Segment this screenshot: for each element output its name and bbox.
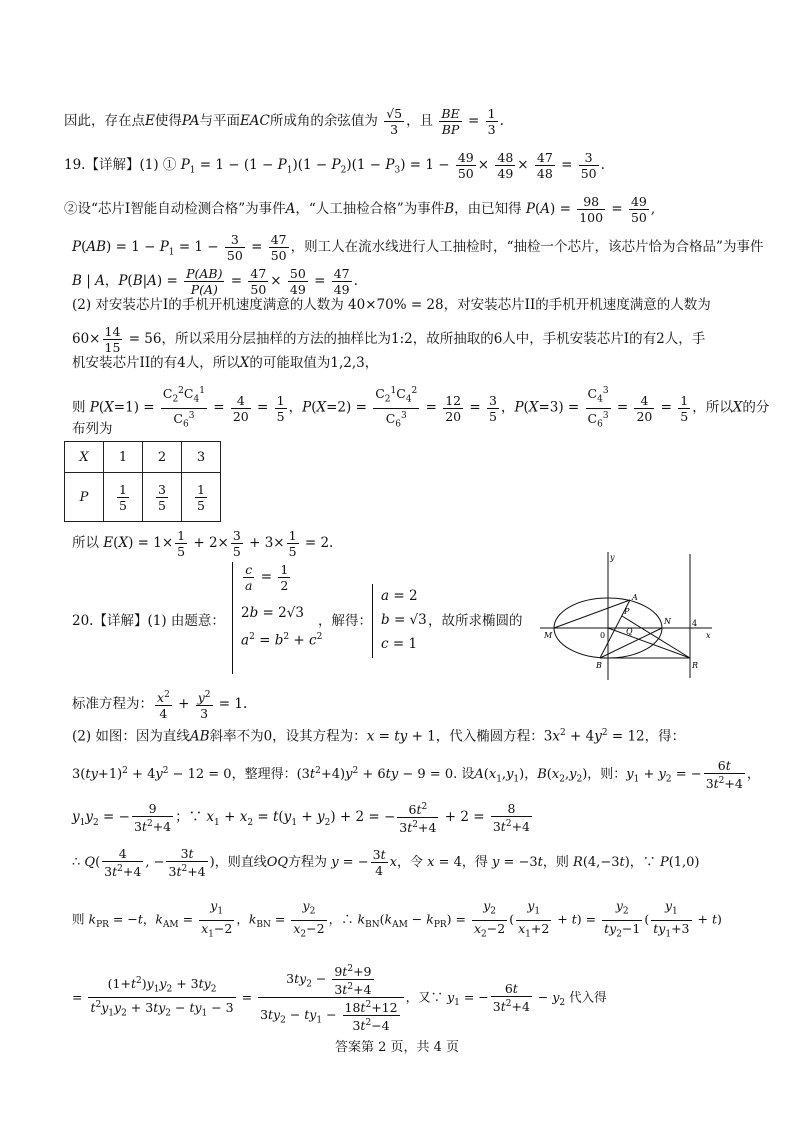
distribution-table bbox=[64, 441, 221, 522]
q20-part2-line3: $y_1y_2$ = − $\frac{9}{3t^2+4}$ ；∵ $x_1 + x_2 = t(y_1 + y_2) + 2$ = − $\frac{6t^2}{3t^2+4}$ + 2 = $\frac{8}{3t^2+4}$ bbox=[72, 801, 530, 836]
y-axis-label: y bbox=[610, 553, 615, 562]
equation: c = 1 bbox=[381, 636, 418, 652]
equation: b = √3 bbox=[381, 612, 427, 628]
equation: a = 2 bbox=[381, 588, 418, 604]
origin-label: 0 bbox=[600, 631, 606, 640]
point-p-label: P bbox=[624, 607, 630, 616]
equation: $a^2 = b^2 + c^2$ bbox=[241, 632, 323, 649]
table-row bbox=[65, 442, 221, 473]
point-n-label: N bbox=[664, 617, 671, 626]
q20-part2-line5: 则 $k_{PR} = -t$，$k_{AM}$ = $\frac{y_1}{x_1-2}$ ，$k_{BN}$ = $\frac{y_2}{x_2-2}$ ，∴ $k_{BN}(k_{AM} - k_{PR})$ = $\frac{y_2}{x_2-2}$ ( $\frac{y_1}{x_1+2}$ + t) = $\frac{y_2}{ty_2-1}$ ( $\frac{y_1}{ty_1+3}$ + t) bbox=[72, 898, 722, 939]
q19-part2-line3: 机安装芯片II的有4人，所以X的可能取值为1,2,3， bbox=[72, 355, 379, 371]
table-cell: $\frac{3}{5}$ bbox=[143, 473, 182, 522]
point-a-label: A bbox=[632, 593, 638, 602]
table-header-cell: 3 bbox=[182, 442, 221, 473]
point-r-label: R bbox=[692, 661, 699, 670]
table-cell: P bbox=[65, 473, 104, 522]
table-cell: $\frac{1}{5}$ bbox=[182, 473, 221, 522]
q20-part2-line2: $3(ty+1)^2 + 4y^2 - 12 = 0$，整理得：$(3t^2+4)y^2 + 6ty - 9 = 0$. 设$A(x_1,y_1)$，$B(x_2,y_2)$，则：$y_1 + y_2$ = − $\frac{6t}{3t^2+4}$ ， bbox=[72, 758, 760, 792]
point-q-label: Q bbox=[626, 627, 633, 636]
q20-part2-line1: (2) 如图：因为直线AB斜率不为0，设其方程为：x = ty + 1，代入椭圆方程：$3x^2 + 4y^2 = 12$，得： bbox=[72, 728, 686, 745]
line-ma bbox=[554, 600, 630, 628]
q19-part2-line1: (2) 对安装芯片I的手机开机速度满意的人数为 40×70% = 28，对安装芯片II的手机开机速度满意的人数为 bbox=[72, 297, 711, 313]
page-footer: 答案第 2 页，共 4 页 bbox=[334, 1040, 460, 1055]
q20-ellipse-word: ，故所求椭圆的 bbox=[428, 613, 523, 629]
ellipse-figure bbox=[540, 548, 720, 680]
point-m-label: M bbox=[544, 631, 553, 640]
q19-part2-line2: 60× $\frac{14}{15}$ = 56，所以采用分层抽样的方法的抽样比为1:2，故所抽取的6人中，手机安装芯片I的有2人，手 bbox=[72, 324, 706, 355]
q20-intro: 20.【详解】(1) 由题意： bbox=[72, 613, 225, 629]
equation-system-solution bbox=[372, 584, 427, 658]
q20-ellipse-equation: 标准方程为： $\frac{x^2}{4}$ + $\frac{y^2}{3}$ = 1. bbox=[72, 690, 248, 722]
q19-pab-line: $P(AB) = 1 - P_1 = 1$ − $\frac{3}{50}$ = $\frac{47}{50}$ ，则工人在流水线进行人工抽检时，“抽检一个芯片，该芯片恰为合格品”为事件 bbox=[72, 232, 764, 263]
q19-part1-formula: 19.【详解】(1) ① $P_1 = 1 - (1 - P_1)(1 - P_2)(1 - P_3) = 1$ − $\frac{49}{50}$ × $\frac{48}{49}$ × $\frac{47}{48}$ = $\frac{3}{50}$ . bbox=[64, 150, 605, 181]
equation-system-given bbox=[232, 562, 322, 674]
table-header-cell: 1 bbox=[104, 442, 143, 473]
conclusion-line: 因此，存在点E使得PA与平面EAC所成角的余弦值为 $\frac{√5}{3}$ ，且 $\frac{BE}{BP}$ = $\frac{1}{3}$ . bbox=[64, 106, 504, 137]
q19-event-definition: ②设“芯片I智能自动检测合格”为事件A，“人工抽检合格”为事件B，由已知得 P(A) = $\frac{98}{100}$ = $\frac{49}{50}$ , bbox=[64, 194, 656, 225]
q19-probabilities: 则 P(X=1) = $\frac{C_2^2C_4^1}{C_6^3}$ = $\frac{4}{20}$ = $\frac{1}{5}$ ，P(X=2) = $\frac{C_2^1C_4^2}{C_6^3}$ = $\frac{12}{20}$ = $\frac{3}{5}$ ，P(X=3) = $\frac{C_4^3}{C_6^3}$ = $\frac{4}{20}$ = $\frac{1}{5}$ ，所以X的分 bbox=[72, 386, 770, 430]
point-b-label: B bbox=[596, 661, 602, 670]
q19-dist-label: 布列为 bbox=[72, 421, 113, 437]
equation: $\frac{c}{a}$ = $\frac{1}{2}$ bbox=[245, 562, 289, 593]
equation: 2b = 2√3 bbox=[241, 605, 304, 621]
q19-conditional: B | A，P(B|A) = $\frac{P(AB)}{P(A)}$ = $\frac{47}{50}$ × $\frac{50}{49}$ = $\frac{47}{49}$ . bbox=[72, 266, 358, 297]
table-cell: $\frac{1}{5}$ bbox=[104, 473, 143, 522]
q20-part2-line4: ∴ Q( $\frac{4}{3t^2+4}$ , − $\frac{3t}{3t^2+4}$ )，则直线OQ方程为 y = − $\frac{3t}{4}$ x，令 x = 4，得 y = −3t，则 R(4,−3t)，∵ P(1,0) bbox=[72, 846, 700, 880]
q20-part2-line6: = $\frac{(1+t^2)y_1y_2 + 3ty_2}{t^2y_1y_2 + 3ty_2 - ty_1 - 3}$ = $3ty_2$ − $\frac{9t^2+9}{3t^2+4}$ $3ty_2 - ty_1$ − $\frac{18t^2+12}{3t^2-4}$ ，又∵ $y_1$ = − $\frac{6t}{3t^2+4}$ − $y_2$ 代入得 bbox=[72, 964, 607, 1034]
x-four-label: 4 bbox=[692, 619, 698, 628]
x-axis-label: x bbox=[706, 631, 711, 640]
table-header-cell: X bbox=[65, 442, 104, 473]
q19-expectation: 所以 E(X) = 1× $\frac{1}{5}$ + 2× $\frac{3}{5}$ + 3× $\frac{1}{5}$ = 2. bbox=[72, 528, 334, 559]
table-row bbox=[65, 473, 221, 522]
table-header-cell: 2 bbox=[143, 442, 182, 473]
q20-solve-word: ，解得： bbox=[318, 613, 372, 629]
